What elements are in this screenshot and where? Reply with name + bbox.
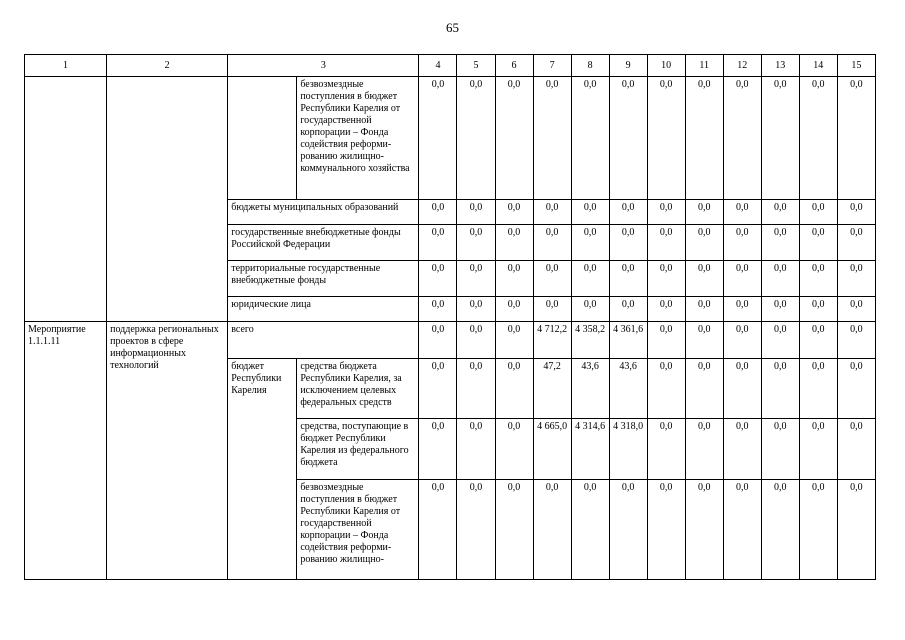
value-cell: 0,0: [495, 200, 533, 225]
value-cell: 0,0: [799, 359, 837, 419]
value-cell: 0,0: [647, 77, 685, 200]
value-cell: 0,0: [571, 200, 609, 225]
value-cell: 0,0: [533, 200, 571, 225]
source-cell: безвозмездные поступления в бюджет Республики Карелия от государственной корпорации – Фонда содействия реформи-рованию жилищно-: [297, 480, 419, 580]
value-cell: 4 358,2: [571, 322, 609, 359]
column-number: 3: [228, 55, 419, 77]
value-cell: 0,0: [761, 225, 799, 261]
value-cell: 0,0: [647, 322, 685, 359]
value-cell: 0,0: [609, 480, 647, 580]
value-cell: 0,0: [571, 77, 609, 200]
value-cell: 0,0: [419, 200, 457, 225]
value-cell: 0,0: [647, 480, 685, 580]
description-cell: поддержка региональных проектов в сфере информационных технологий: [107, 322, 228, 580]
value-cell: 0,0: [647, 297, 685, 322]
column-number: 4: [419, 55, 457, 77]
value-cell: 0,0: [761, 322, 799, 359]
value-cell: 0,0: [761, 419, 799, 480]
value-cell: 0,0: [647, 261, 685, 297]
value-cell: 0,0: [495, 297, 533, 322]
value-cell: 0,0: [761, 297, 799, 322]
column-number-row: [25, 55, 876, 77]
column-number: 7: [533, 55, 571, 77]
activity-cell: Мероприятие 1.1.1.11: [25, 322, 107, 580]
source-cell: бюджеты муниципальных образований: [228, 200, 419, 225]
source-cell: государственные внебюджетные фонды Российской Федерации: [228, 225, 419, 261]
value-cell: 0,0: [723, 419, 761, 480]
value-cell: 0,0: [685, 225, 723, 261]
value-cell: 0,0: [495, 225, 533, 261]
value-cell: 0,0: [457, 480, 495, 580]
value-cell: 0,0: [571, 225, 609, 261]
value-cell: 0,0: [419, 322, 457, 359]
value-cell: 0,0: [723, 200, 761, 225]
value-cell: 0,0: [609, 297, 647, 322]
value-cell: 0,0: [495, 322, 533, 359]
value-cell: 47,2: [533, 359, 571, 419]
value-cell: 0,0: [685, 77, 723, 200]
value-cell: 0,0: [457, 322, 495, 359]
value-cell: 4 665,0: [533, 419, 571, 480]
column-number: 5: [457, 55, 495, 77]
value-cell: 0,0: [419, 77, 457, 200]
column-number: 14: [799, 55, 837, 77]
source-cell: средства, поступающие в бюджет Республики Карелия из федерального бюджета: [297, 419, 419, 480]
value-cell: 0,0: [799, 297, 837, 322]
value-cell: 0,0: [799, 261, 837, 297]
value-cell: 0,0: [685, 322, 723, 359]
value-cell: 0,0: [837, 200, 875, 225]
value-cell: 0,0: [495, 261, 533, 297]
value-cell: 0,0: [685, 359, 723, 419]
value-cell: 0,0: [647, 200, 685, 225]
value-cell: 0,0: [419, 297, 457, 322]
value-cell: 0,0: [723, 77, 761, 200]
value-cell: 0,0: [761, 359, 799, 419]
value-cell: 0,0: [837, 419, 875, 480]
source-cell: юридические лица: [228, 297, 419, 322]
value-cell: 0,0: [761, 200, 799, 225]
value-cell: 0,0: [647, 419, 685, 480]
value-cell: 0,0: [647, 225, 685, 261]
value-cell: 0,0: [571, 261, 609, 297]
page-number: 65: [446, 20, 459, 35]
source-cell: средства бюджета Республики Карелия, за исключением целевых федеральных средств: [297, 359, 419, 419]
value-cell: 43,6: [571, 359, 609, 419]
value-cell: 0,0: [419, 225, 457, 261]
source-cell: территориальные государственные внебюджетные фонды: [228, 261, 419, 297]
value-cell: 0,0: [495, 480, 533, 580]
column-number: 6: [495, 55, 533, 77]
source-group-cell: [228, 77, 297, 200]
value-cell: 4 314,6: [571, 419, 609, 480]
source-cell: всего: [228, 322, 419, 359]
value-cell: 0,0: [723, 225, 761, 261]
value-cell: 0,0: [457, 200, 495, 225]
value-cell: 0,0: [495, 419, 533, 480]
value-cell: 0,0: [799, 225, 837, 261]
value-cell: 0,0: [685, 480, 723, 580]
value-cell: 0,0: [799, 419, 837, 480]
value-cell: 0,0: [495, 77, 533, 200]
value-cell: 0,0: [837, 297, 875, 322]
value-cell: 0,0: [419, 359, 457, 419]
value-cell: 0,0: [685, 200, 723, 225]
value-cell: 0,0: [837, 225, 875, 261]
value-cell: 0,0: [799, 322, 837, 359]
value-cell: 0,0: [533, 480, 571, 580]
value-cell: 0,0: [761, 480, 799, 580]
value-cell: 0,0: [457, 225, 495, 261]
value-cell: 0,0: [799, 200, 837, 225]
value-cell: 4 712,2: [533, 322, 571, 359]
value-cell: 0,0: [609, 77, 647, 200]
value-cell: 0,0: [837, 322, 875, 359]
value-cell: 0,0: [647, 359, 685, 419]
value-cell: 0,0: [457, 261, 495, 297]
value-cell: 0,0: [457, 297, 495, 322]
table-row: [25, 322, 876, 359]
value-cell: 0,0: [495, 359, 533, 419]
value-cell: 4 318,0: [609, 419, 647, 480]
value-cell: 0,0: [685, 297, 723, 322]
value-cell: 0,0: [837, 77, 875, 200]
column-number: 8: [571, 55, 609, 77]
value-cell: 0,0: [457, 359, 495, 419]
table-row: [25, 77, 876, 200]
value-cell: 0,0: [457, 419, 495, 480]
column-number: 1: [25, 55, 107, 77]
value-cell: 0,0: [723, 359, 761, 419]
activity-cell: [25, 77, 107, 322]
value-cell: 0,0: [419, 480, 457, 580]
column-number: 12: [723, 55, 761, 77]
value-cell: 0,0: [533, 77, 571, 200]
value-cell: 0,0: [761, 261, 799, 297]
value-cell: 0,0: [685, 261, 723, 297]
value-cell: 0,0: [419, 419, 457, 480]
column-number: 10: [647, 55, 685, 77]
value-cell: 0,0: [419, 261, 457, 297]
value-cell: 0,0: [723, 480, 761, 580]
column-number: 9: [609, 55, 647, 77]
description-cell: [107, 77, 228, 322]
column-number: 13: [761, 55, 799, 77]
value-cell: 0,0: [799, 77, 837, 200]
value-cell: 43,6: [609, 359, 647, 419]
value-cell: 0,0: [533, 261, 571, 297]
value-cell: 0,0: [761, 77, 799, 200]
value-cell: 0,0: [685, 419, 723, 480]
value-cell: 0,0: [723, 322, 761, 359]
value-cell: 0,0: [457, 77, 495, 200]
column-number: 11: [685, 55, 723, 77]
value-cell: 0,0: [533, 225, 571, 261]
value-cell: 0,0: [571, 480, 609, 580]
source-group-cell: бюджет Республики Карелия: [228, 359, 297, 580]
value-cell: 0,0: [571, 297, 609, 322]
column-number: 2: [107, 55, 228, 77]
column-number: 15: [837, 55, 875, 77]
value-cell: 0,0: [723, 261, 761, 297]
value-cell: 0,0: [837, 359, 875, 419]
value-cell: 0,0: [799, 480, 837, 580]
budget-table: [24, 54, 876, 580]
value-cell: 0,0: [609, 225, 647, 261]
value-cell: 0,0: [723, 297, 761, 322]
value-cell: 0,0: [533, 297, 571, 322]
value-cell: 0,0: [837, 480, 875, 580]
value-cell: 4 361,6: [609, 322, 647, 359]
value-cell: 0,0: [609, 200, 647, 225]
source-cell: безвозмездные поступления в бюджет Республики Карелия от государственной корпорации – Фонда содействия реформи-рованию жилищно-коммунального хозяйства: [297, 77, 419, 200]
value-cell: 0,0: [837, 261, 875, 297]
value-cell: 0,0: [609, 261, 647, 297]
